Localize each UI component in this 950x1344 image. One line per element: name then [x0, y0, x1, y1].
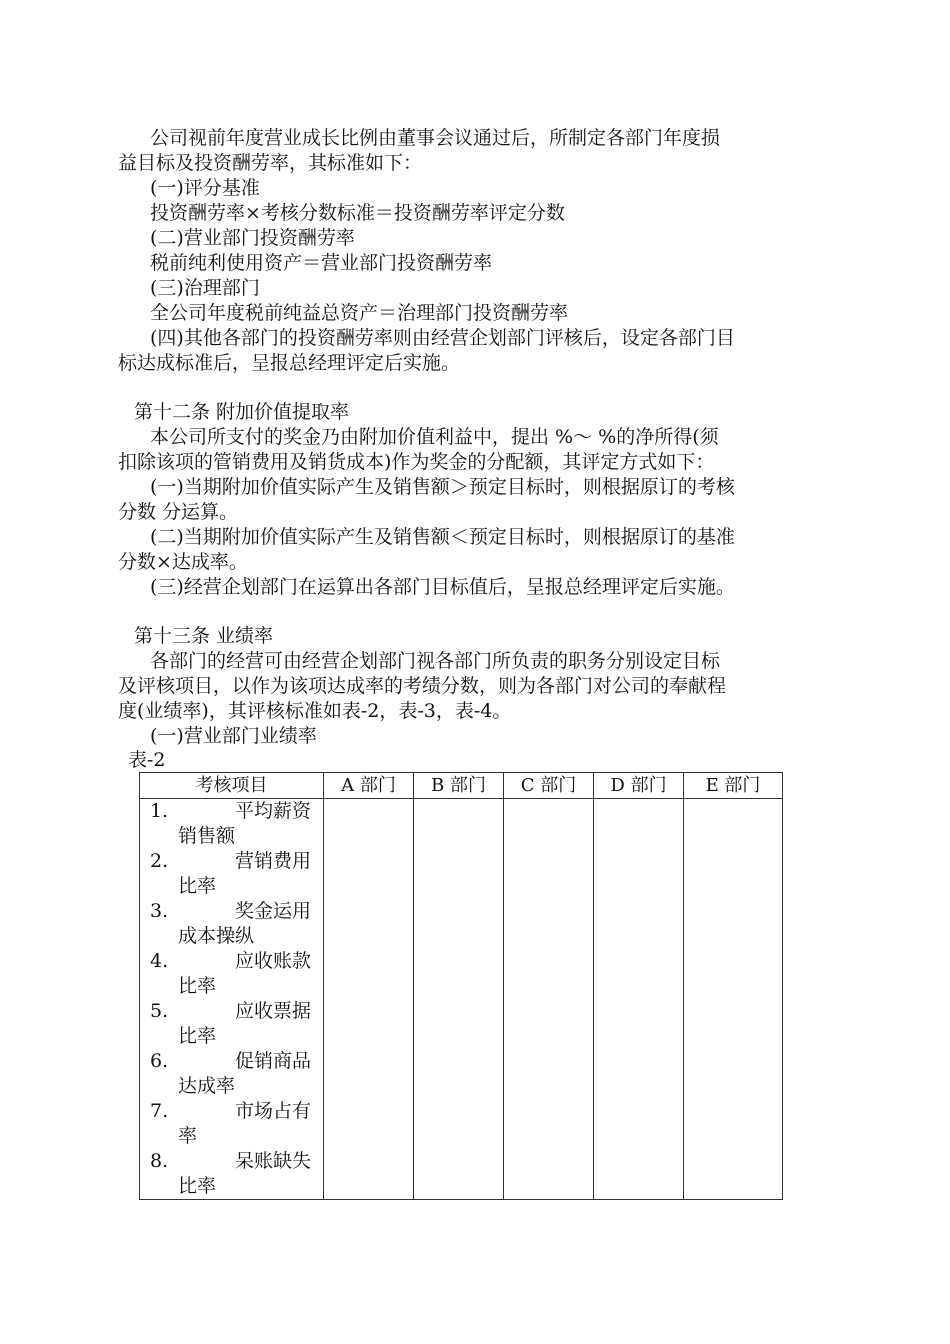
- list-item: [140, 999, 323, 1049]
- header-dept-b: B 部门: [414, 773, 504, 799]
- intro-line-2: 益目标及投资酬劳率，其标准如下：: [118, 152, 423, 174]
- article-13-title: 第十三条 业绩率: [134, 625, 274, 647]
- article-12-item-2-line-2: 分数×达成率。: [118, 551, 248, 573]
- article-12-line-2: 扣除该项的管销费用及销货成本)作为奖金的分配额，其评定方式如下：: [118, 451, 715, 473]
- item-number: 5.: [150, 1000, 169, 1022]
- dept-e-cell: [684, 799, 783, 1200]
- list-item: [140, 849, 323, 899]
- item-number: 3.: [150, 900, 169, 922]
- article-13-line-2: 及评核项目，以作为该项达成率的考绩分数，则为各部门对公司的奉献程: [118, 675, 727, 697]
- table-row: [140, 799, 783, 1200]
- header-item: 考核项目: [140, 773, 324, 799]
- item-label-cont: 成本操纵: [178, 925, 255, 947]
- section-4-line-2: 标达成标准后，呈报总经理评定后实施。: [118, 352, 461, 374]
- list-item: [140, 799, 323, 849]
- dept-a-cell: [324, 799, 414, 1200]
- item-number: 7.: [150, 1100, 169, 1122]
- item-label: 平均薪资: [234, 800, 311, 822]
- article-12-line-1: 本公司所支付的奖金乃由附加价值利益中，提出 %～ %的净所得(须: [150, 426, 719, 448]
- list-item: [140, 899, 323, 949]
- performance-table: [139, 772, 783, 1200]
- item-label-cont: 比率: [178, 1025, 217, 1047]
- table-header-row: [140, 773, 783, 799]
- article-13-line-3: 度(业绩率)，其评核标准如表-2，表-3，表-4。: [118, 700, 512, 722]
- item-label: 市场占有: [234, 1100, 311, 1122]
- article-12-item-1-line-1: (一)当期附加价值实际产生及销售额＞预定目标时，则根据原订的考核: [150, 476, 735, 498]
- item-label-cont: 销售额: [178, 825, 236, 847]
- section-1-text: 投资酬劳率×考核分数标准＝投资酬劳率评定分数: [150, 202, 565, 224]
- list-item: [140, 1049, 323, 1099]
- item-number: 2.: [150, 850, 169, 872]
- table-caption: 表-2: [128, 749, 166, 771]
- item-label: 奖金运用: [234, 900, 311, 922]
- dept-b-cell: [414, 799, 504, 1200]
- header-dept-e: E 部门: [684, 773, 783, 799]
- section-2-title: (二)营业部门投资酬劳率: [150, 227, 355, 249]
- article-12-item-1-line-2: 分数 分运算。: [118, 501, 239, 523]
- list-item: [140, 1149, 323, 1199]
- section-3-text: 全公司年度税前纯益总资产＝治理部门投资酬劳率: [150, 302, 569, 324]
- item-number: 4.: [150, 950, 169, 972]
- item-list-cell: [140, 799, 324, 1200]
- item-label-cont: 达成率: [178, 1075, 236, 1097]
- item-label-cont: 比率: [178, 875, 217, 897]
- list-item: [140, 949, 323, 999]
- item-label: 应收票据: [234, 1000, 311, 1022]
- item-label: 应收账款: [234, 950, 311, 972]
- item-label: 促销商品: [234, 1050, 311, 1072]
- article-12-item-2-line-1: (二)当期附加价值实际产生及销售额＜预定目标时，则根据原订的基准: [150, 526, 735, 548]
- list-item: [140, 1099, 323, 1149]
- item-label-cont: 比率: [178, 975, 217, 997]
- item-label: 营销费用: [234, 850, 311, 872]
- article-12-title: 第十二条 附加价值提取率: [134, 401, 350, 423]
- item-label: 呆账缺失: [234, 1150, 311, 1172]
- header-dept-c: C 部门: [504, 773, 594, 799]
- section-4-line-1: (四)其他各部门的投资酬劳率则由经营企划部门评核后，设定各部门目: [150, 327, 735, 349]
- dept-d-cell: [594, 799, 684, 1200]
- item-number: 6.: [150, 1050, 169, 1072]
- intro-line-1: 公司视前年度营业成长比例由董事会议通过后，所制定各部门年度损: [150, 127, 721, 149]
- item-label-cont: 率: [178, 1125, 198, 1147]
- dept-c-cell: [504, 799, 594, 1200]
- item-number: 8.: [150, 1150, 169, 1172]
- section-1-title: (一)评分基准: [150, 177, 260, 199]
- article-13-sub-1: (一)营业部门业绩率: [150, 725, 317, 747]
- item-number: 1.: [150, 800, 169, 822]
- article-12-item-3: (三)经营企划部门在运算出各部门目标值后，呈报总经理评定后实施。: [150, 576, 735, 598]
- article-13-line-1: 各部门的经营可由经营企划部门视各部门所负责的职务分别设定目标: [150, 650, 721, 672]
- header-dept-a: A 部门: [324, 773, 414, 799]
- section-3-title: (三)治理部门: [150, 277, 260, 299]
- item-label-cont: 比率: [178, 1175, 217, 1197]
- section-2-text: 税前纯利使用资产＝营业部门投资酬劳率: [150, 252, 493, 274]
- header-dept-d: D 部门: [594, 773, 684, 799]
